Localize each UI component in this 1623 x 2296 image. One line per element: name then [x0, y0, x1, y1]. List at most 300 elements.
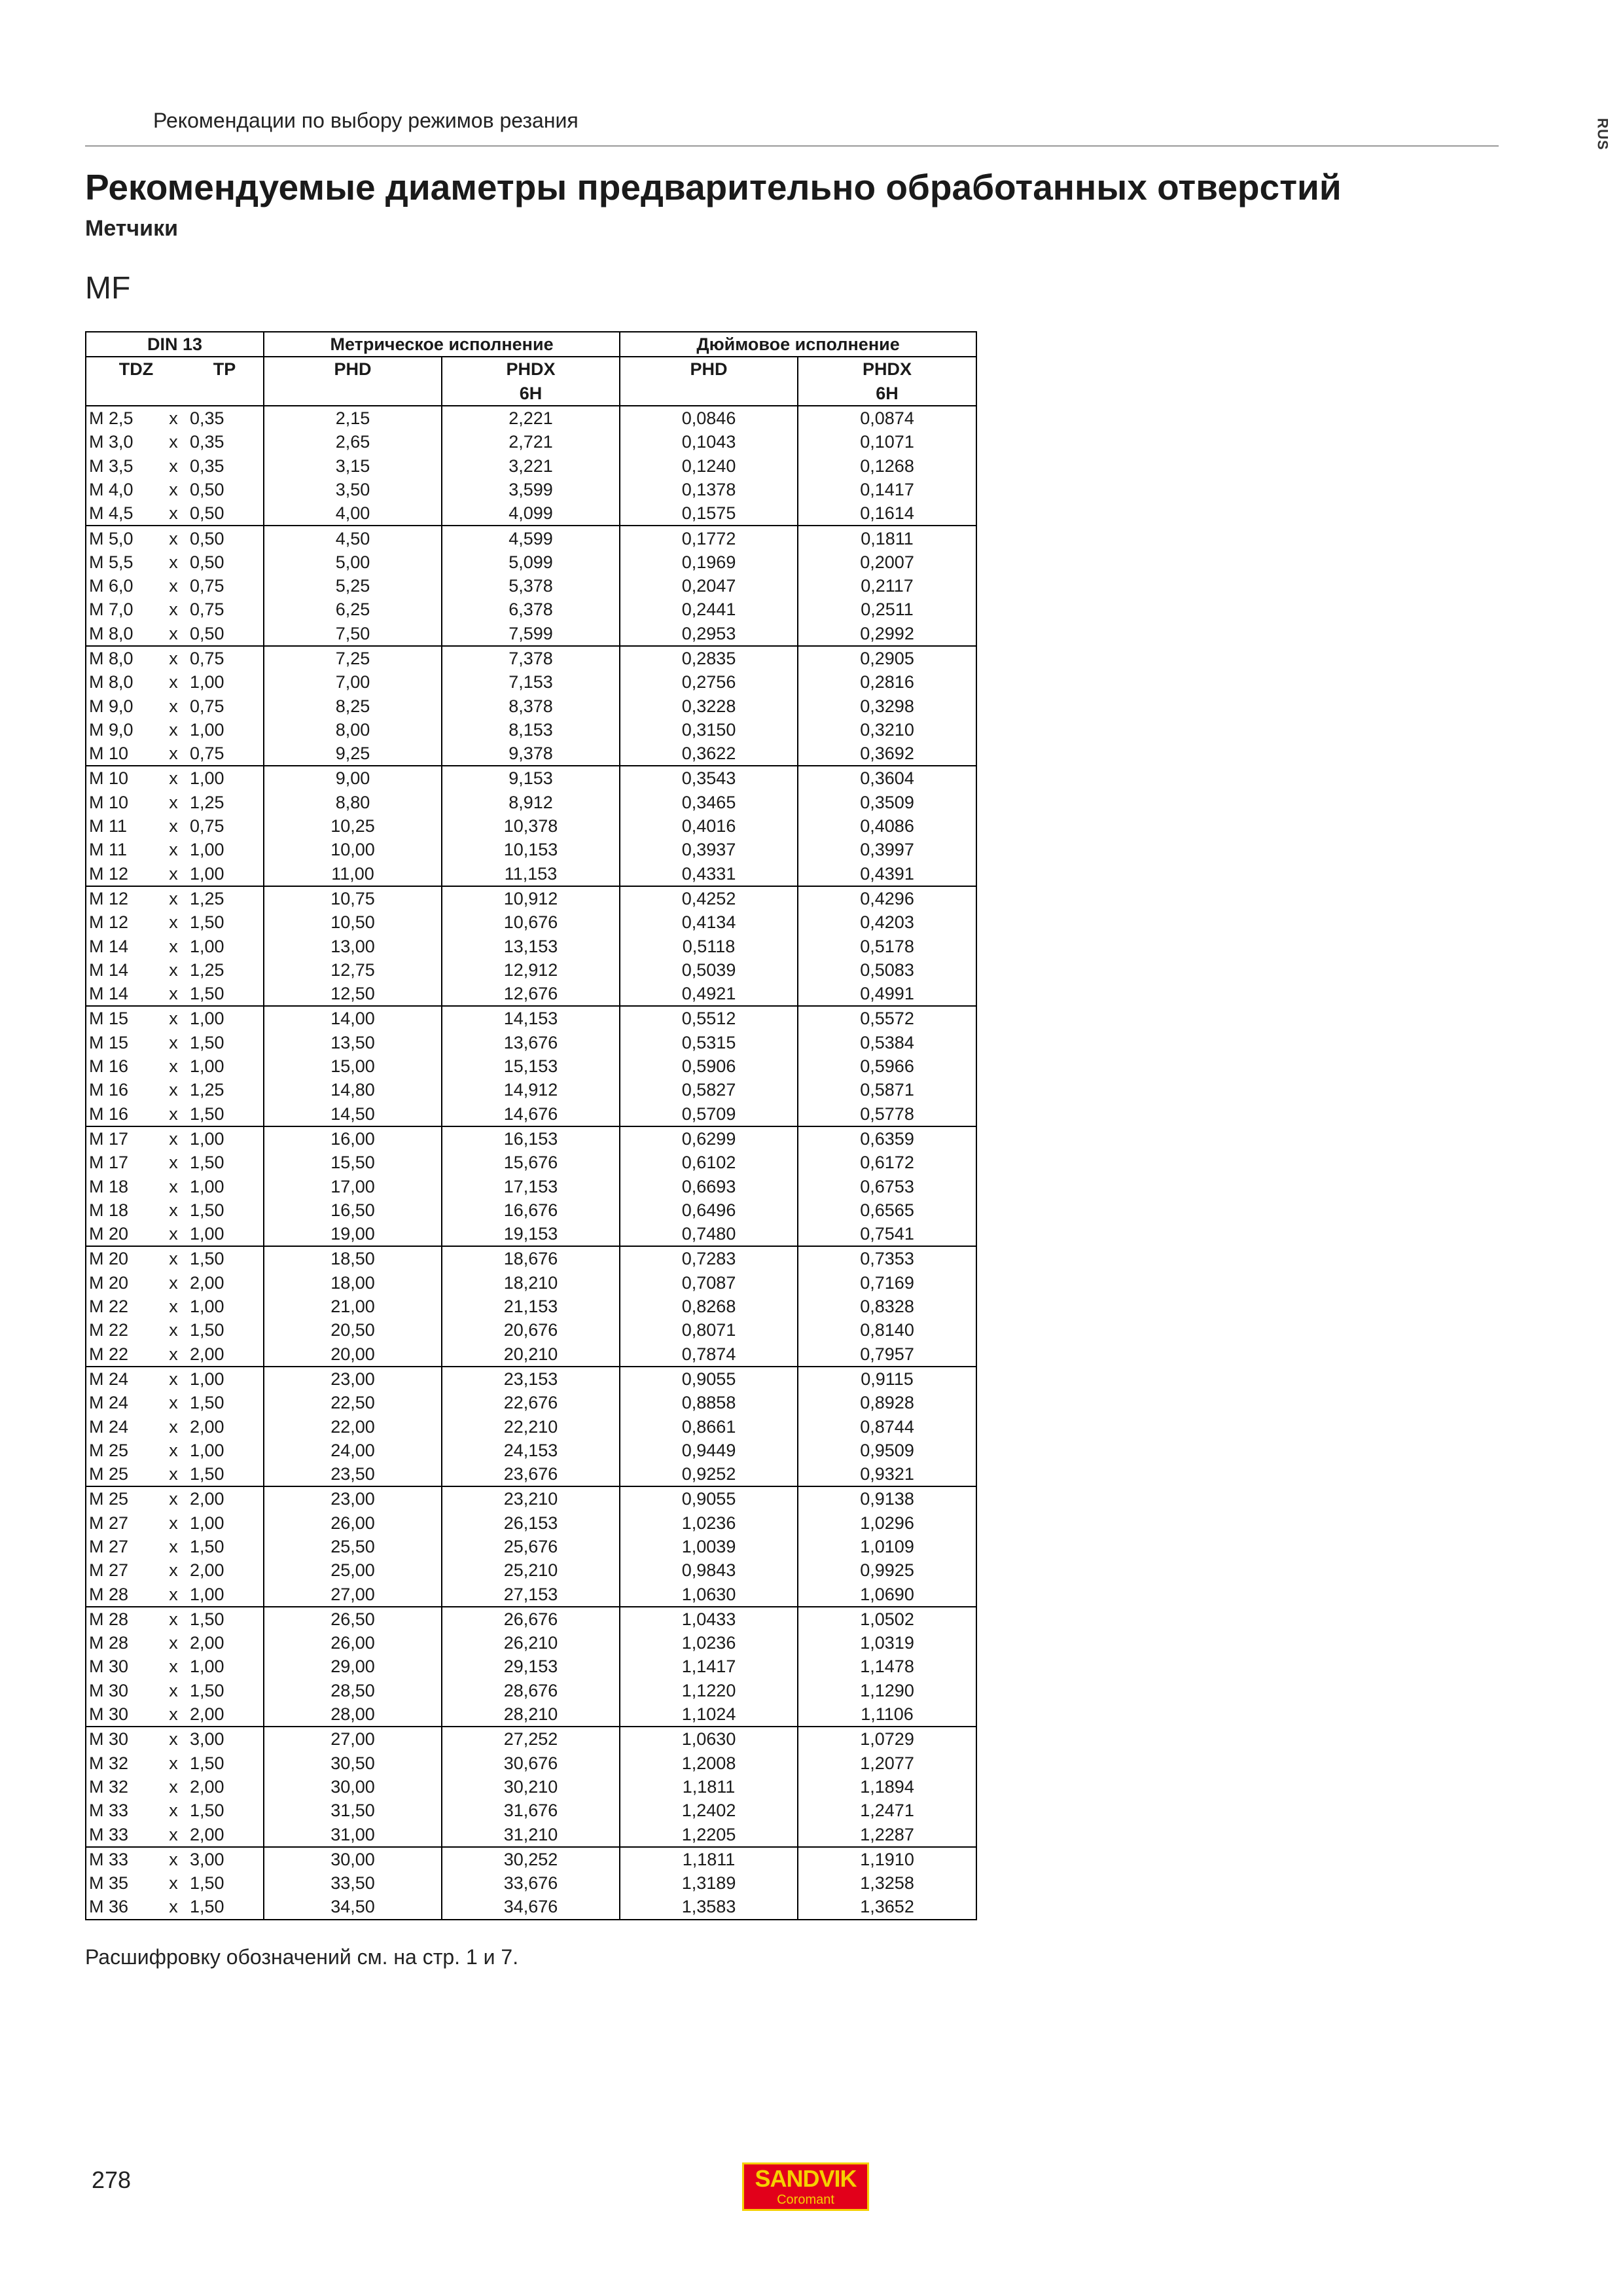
cell-phd-inch: 0,5039 [620, 958, 798, 982]
col-header-tdz: TDZ [118, 359, 154, 380]
cell-tdz: M 14 [89, 984, 129, 1004]
cell-phd-inch: 0,5512 [620, 1006, 798, 1030]
cell-phdx-metric: 30,252 [442, 1847, 620, 1871]
cell-phdx-inch: 0,3997 [798, 838, 976, 861]
cell-tp: 2,00 [190, 1633, 224, 1653]
table-row [86, 1799, 976, 1822]
cell-phd-metric: 15,00 [264, 1054, 442, 1078]
cell-tdz: M 27 [89, 1513, 129, 1533]
cell-phdx-metric: 13,153 [442, 934, 620, 958]
cell-phd-inch: 1,0433 [620, 1607, 798, 1631]
cell-phdx-inch: 1,3258 [798, 1871, 976, 1895]
cell-phdx-metric: 4,099 [442, 501, 620, 526]
cell-tp: 1,00 [186, 1126, 264, 1151]
cell-phdx-metric: 18,210 [442, 1271, 620, 1295]
cell-phdx-inch: 1,1290 [798, 1679, 976, 1702]
cell-tdz: M 16 [89, 1056, 129, 1077]
cell-phdx-inch: 0,2905 [798, 646, 976, 670]
cell-phd-inch: 0,8661 [620, 1414, 798, 1438]
table-row [86, 766, 976, 790]
cell-tdz: M 17 [89, 1153, 129, 1173]
cell-tdz: M 12 [89, 863, 129, 884]
table-row [86, 1439, 976, 1462]
cell-phdx-inch: 0,4086 [798, 814, 976, 838]
cell-phd-inch: 1,1220 [620, 1679, 798, 1702]
cell-tp: 1,00 [186, 1006, 264, 1030]
cell-phd-metric: 2,15 [264, 406, 442, 430]
cell-phdx-metric: 14,676 [442, 1102, 620, 1126]
cell-tp: 0,75 [190, 576, 224, 596]
table-row [86, 1174, 976, 1198]
cell-tp: 1,00 [190, 1056, 224, 1077]
table-body [86, 406, 976, 1920]
cell-phdx-metric: 28,676 [442, 1679, 620, 1702]
cell-tp: 1,00 [190, 1297, 224, 1317]
table-row [86, 1895, 976, 1919]
cell-tp: 1,00 [190, 863, 224, 884]
cell-tp: 1,50 [190, 1536, 224, 1556]
cell-tp: 0,50 [186, 526, 264, 550]
cell-phd-inch: 0,5118 [620, 934, 798, 958]
cell-phdx-metric: 5,099 [442, 550, 620, 574]
cell-phdx-metric: 23,210 [442, 1486, 620, 1511]
cell-x: x [169, 1873, 178, 1893]
cell-tdz: M 25 [89, 1464, 129, 1484]
cell-phdx-metric: 14,912 [442, 1078, 620, 1102]
cell-phd-metric: 13,00 [264, 934, 442, 958]
cell-phdx-inch: 1,3652 [798, 1895, 976, 1919]
cell-tdz: M 14 [89, 936, 129, 956]
cell-phdx-metric: 26,676 [442, 1607, 620, 1631]
cell-phdx-inch: 0,9321 [798, 1462, 976, 1486]
cell-phd-metric: 30,50 [264, 1751, 442, 1775]
cell-tdz: M 4,0 [89, 479, 134, 499]
cell-phdx-inch: 1,1894 [798, 1775, 976, 1799]
cell-x: x [169, 840, 178, 860]
cell-tdz: M 30 [89, 1704, 129, 1725]
table-row [86, 1318, 976, 1342]
cell-phd-inch: 1,0630 [620, 1727, 798, 1751]
cell-phdx-metric: 12,912 [442, 958, 620, 982]
cell-x: x [169, 408, 178, 429]
footnote: Расшифровку обозначений см. на стр. 1 и 7. [85, 1945, 519, 1969]
sandvik-coromant-logo [742, 2162, 869, 2211]
table-row [86, 1295, 976, 1318]
cell-tdz: M 35 [89, 1873, 129, 1893]
cell-phdx-inch: 0,7169 [798, 1271, 976, 1295]
cell-x: x [169, 1680, 178, 1700]
cell-tp: 0,75 [190, 744, 224, 764]
cell-phdx-inch: 0,4296 [798, 886, 976, 910]
cell-phd-inch: 0,2835 [620, 646, 798, 670]
cell-phdx-inch: 0,5178 [798, 934, 976, 958]
cell-phd-inch: 1,0236 [620, 1511, 798, 1535]
cell-phdx-metric: 15,153 [442, 1054, 620, 1078]
cell-tdz: M 2,5 [89, 408, 134, 429]
cell-phd-inch: 1,2402 [620, 1799, 798, 1822]
cell-tdz: M 25 [89, 1440, 129, 1460]
cell-phd-metric: 5,25 [264, 574, 442, 598]
group-header-row [86, 332, 976, 357]
cell-x: x [169, 1753, 178, 1773]
table-row [86, 1822, 976, 1846]
cell-tp: 2,00 [186, 1486, 264, 1511]
cell-tp: 1,50 [190, 1464, 224, 1484]
table-row [86, 646, 976, 670]
cell-phd-metric: 27,00 [264, 1727, 442, 1751]
cell-phd-metric: 26,00 [264, 1511, 442, 1535]
cell-tp: 2,00 [190, 1776, 224, 1797]
cell-phd-inch: 0,4134 [620, 910, 798, 934]
cell-phdx-metric: 2,721 [442, 430, 620, 454]
group-header-metric: Метрическое исполнение [264, 332, 620, 357]
cell-x: x [169, 1633, 178, 1653]
cell-phd-inch: 0,3937 [620, 838, 798, 861]
cell-phdx-inch: 0,7353 [798, 1246, 976, 1270]
cell-x: x [161, 1006, 186, 1030]
cell-phd-inch: 1,0236 [620, 1631, 798, 1655]
cell-phdx-inch: 0,1417 [798, 478, 976, 501]
cell-phd-metric: 16,00 [264, 1126, 442, 1151]
cell-phdx-inch: 0,8328 [798, 1295, 976, 1318]
cell-phd-metric: 12,75 [264, 958, 442, 982]
cell-x: x [169, 912, 178, 933]
cell-phd-metric: 29,00 [264, 1655, 442, 1678]
cell-phdx-metric: 28,210 [442, 1702, 620, 1727]
cell-phd-metric: 7,50 [264, 622, 442, 646]
cell-x: x [169, 1393, 178, 1413]
cell-tp: 2,00 [190, 1344, 224, 1364]
tap-drill-table [85, 331, 977, 1920]
cell-phd-metric: 19,00 [264, 1222, 442, 1246]
cell-phdx-metric: 7,378 [442, 646, 620, 670]
table-row [86, 1054, 976, 1078]
cell-phd-metric: 10,00 [264, 838, 442, 861]
cell-tp: 1,50 [190, 1320, 224, 1340]
cell-x: x [169, 936, 178, 956]
cell-phdx-inch: 0,1614 [798, 501, 976, 526]
table-row [86, 791, 976, 814]
cell-phdx-metric: 24,153 [442, 1439, 620, 1462]
cell-tp: 1,50 [190, 1393, 224, 1413]
cell-phd-inch: 0,7874 [620, 1342, 798, 1366]
col-header-phdx-inch: PHDX [798, 357, 976, 381]
cell-phdx-inch: 0,9138 [798, 1486, 976, 1511]
table-row [86, 982, 976, 1006]
cell-tp: 0,50 [190, 503, 224, 524]
cell-tp: 1,50 [190, 1801, 224, 1821]
cell-tp: 1,50 [190, 1032, 224, 1052]
table-row [86, 1102, 976, 1126]
cell-phdx-inch: 0,1071 [798, 430, 976, 454]
cell-tp: 1,25 [186, 886, 264, 910]
cell-phd-inch: 0,1043 [620, 430, 798, 454]
cell-x: x [169, 1801, 178, 1821]
cell-phdx-metric: 10,912 [442, 886, 620, 910]
group-header-inch: Дюймовое исполнение [620, 332, 976, 357]
cell-phd-metric: 6,25 [264, 598, 442, 621]
cell-x: x [169, 503, 178, 524]
cell-x: x [169, 1224, 178, 1244]
cell-phd-inch: 0,4921 [620, 982, 798, 1006]
cell-x: x [169, 1032, 178, 1052]
cell-phdx-metric: 7,153 [442, 670, 620, 694]
cell-x: x [169, 1056, 178, 1077]
cell-phd-metric: 4,50 [264, 526, 442, 550]
cell-tp: 2,00 [190, 1416, 224, 1437]
cell-phdx-metric: 3,599 [442, 478, 620, 501]
cell-x: x [161, 886, 186, 910]
table-row [86, 1751, 976, 1775]
cell-phdx-metric: 6,378 [442, 598, 620, 621]
cell-tdz: M 3,5 [89, 456, 134, 476]
cell-phd-metric: 30,00 [264, 1847, 442, 1871]
cell-phd-inch: 0,4331 [620, 862, 798, 886]
cell-phdx-inch: 0,9509 [798, 1439, 976, 1462]
cell-phdx-inch: 0,3298 [798, 694, 976, 717]
table-row [86, 1486, 976, 1511]
col-header-tolerance-inch: 6H [798, 382, 976, 406]
cell-phdx-metric: 16,676 [442, 1198, 620, 1222]
cell-phdx-inch: 0,2816 [798, 670, 976, 694]
cell-x: x [161, 1847, 186, 1871]
cell-phdx-inch: 0,9925 [798, 1558, 976, 1582]
page-number: 278 [92, 2166, 132, 2193]
cell-phdx-metric: 26,153 [442, 1511, 620, 1535]
cell-x: x [161, 1486, 186, 1511]
cell-phd-metric: 13,50 [264, 1031, 442, 1054]
col-header-phd-metric: PHD [264, 357, 442, 381]
cell-phd-inch: 0,9843 [620, 1558, 798, 1582]
cell-tdz: M 28 [89, 1584, 129, 1604]
cell-phd-inch: 0,1378 [620, 478, 798, 501]
cell-tp: 0,35 [190, 408, 224, 429]
cell-phd-inch: 0,3150 [620, 718, 798, 742]
cell-phdx-metric: 14,153 [442, 1006, 620, 1030]
cell-x: x [169, 479, 178, 499]
cell-tdz: M 27 [89, 1536, 129, 1556]
cell-phd-metric: 15,50 [264, 1151, 442, 1174]
cell-tp: 1,50 [190, 1873, 224, 1893]
cell-x: x [169, 744, 178, 764]
cell-tdz: M 10 [86, 766, 161, 790]
cell-x: x [161, 526, 186, 550]
cell-phdx-metric: 3,221 [442, 454, 620, 477]
table-row [86, 1702, 976, 1727]
cell-phdx-metric: 15,676 [442, 1151, 620, 1174]
language-code: RUS [1594, 118, 1611, 151]
cell-x: x [161, 1367, 186, 1391]
cell-tdz: M 33 [86, 1847, 161, 1871]
cell-tp: 1,00 [190, 1513, 224, 1533]
language-tag [1593, 117, 1613, 156]
cell-x: x [169, 1536, 178, 1556]
table-row [86, 1222, 976, 1246]
cell-x: x [161, 1126, 186, 1151]
table-row [86, 886, 976, 910]
cell-tp: 1,00 [190, 1657, 224, 1677]
cell-tdz: M 16 [89, 1103, 129, 1124]
cell-phd-metric: 31,50 [264, 1799, 442, 1822]
cell-phd-inch: 0,4252 [620, 886, 798, 910]
cell-phdx-metric: 8,153 [442, 718, 620, 742]
cell-phd-metric: 26,00 [264, 1631, 442, 1655]
cell-tdz: M 20 [89, 1272, 129, 1293]
cell-phd-inch: 0,3465 [620, 791, 798, 814]
cell-tp: 0,35 [190, 432, 224, 452]
cell-phdx-inch: 0,6359 [798, 1126, 976, 1151]
cell-phd-inch: 0,7283 [620, 1246, 798, 1270]
cell-x: x [169, 1080, 178, 1100]
header-rule [85, 145, 1499, 147]
cell-phdx-metric: 22,676 [442, 1391, 620, 1414]
cell-tp: 1,00 [190, 1584, 224, 1604]
cell-phd-inch: 0,6299 [620, 1126, 798, 1151]
cell-phdx-inch: 0,7541 [798, 1222, 976, 1246]
cell-x: x [161, 1607, 186, 1631]
cell-tdz: M 30 [89, 1680, 129, 1700]
cell-phdx-inch: 0,1811 [798, 526, 976, 550]
cell-phdx-metric: 30,676 [442, 1751, 620, 1775]
cell-phdx-metric: 31,676 [442, 1799, 620, 1822]
cell-x: x [169, 1320, 178, 1340]
cell-phd-metric: 8,80 [264, 791, 442, 814]
cell-phd-inch: 1,3189 [620, 1871, 798, 1895]
cell-phd-metric: 9,00 [264, 766, 442, 790]
cell-phd-metric: 3,15 [264, 454, 442, 477]
cell-tdz: M 24 [89, 1393, 129, 1413]
cell-tdz: M 12 [89, 912, 129, 933]
table-row [86, 1582, 976, 1606]
cell-tp: 0,75 [186, 646, 264, 670]
table-row [86, 526, 976, 550]
cell-phdx-inch: 0,5384 [798, 1031, 976, 1054]
cell-phd-metric: 7,00 [264, 670, 442, 694]
table-row [86, 1607, 976, 1631]
table-row [86, 550, 976, 574]
cell-phd-metric: 23,00 [264, 1486, 442, 1511]
table-row [86, 1558, 976, 1582]
cell-phd-metric: 17,00 [264, 1174, 442, 1198]
cell-phd-metric: 8,00 [264, 718, 442, 742]
cell-phdx-metric: 18,676 [442, 1246, 620, 1270]
cell-phd-inch: 0,5315 [620, 1031, 798, 1054]
cell-phd-metric: 16,50 [264, 1198, 442, 1222]
table-row [86, 958, 976, 982]
cell-phdx-inch: 1,2287 [798, 1822, 976, 1846]
cell-phd-inch: 0,5827 [620, 1078, 798, 1102]
cell-x: x [169, 576, 178, 596]
cell-phdx-metric: 7,599 [442, 622, 620, 646]
cell-x: x [169, 816, 178, 836]
cell-phd-metric: 26,50 [264, 1607, 442, 1631]
cell-tp: 1,00 [190, 672, 224, 692]
cell-tp: 1,50 [190, 1753, 224, 1773]
cell-phdx-metric: 11,153 [442, 862, 620, 886]
table-row [86, 718, 976, 742]
cell-tdz: M 3,0 [89, 432, 134, 452]
cell-phd-inch: 0,5709 [620, 1102, 798, 1126]
cell-phdx-inch: 0,5572 [798, 1006, 976, 1030]
cell-phd-inch: 1,2205 [620, 1822, 798, 1846]
cell-phd-inch: 0,3622 [620, 742, 798, 766]
cell-phdx-inch: 0,6753 [798, 1174, 976, 1198]
cell-phd-inch: 0,9252 [620, 1462, 798, 1486]
table-row [86, 670, 976, 694]
cell-x: x [169, 552, 178, 572]
cell-phd-metric: 30,00 [264, 1775, 442, 1799]
table-row [86, 1367, 976, 1391]
cell-phdx-inch: 0,2007 [798, 550, 976, 574]
cell-tp: 1,50 [190, 1200, 224, 1220]
cell-phd-inch: 0,2756 [620, 670, 798, 694]
cell-phd-metric: 4,00 [264, 501, 442, 526]
cell-tp: 0,50 [190, 623, 224, 643]
cell-phdx-inch: 1,0502 [798, 1607, 976, 1631]
table-row [86, 1462, 976, 1486]
cell-phd-inch: 1,0039 [620, 1535, 798, 1558]
table-row [86, 598, 976, 621]
cell-tdz: M 15 [86, 1006, 161, 1030]
cell-x: x [169, 1200, 178, 1220]
cell-tp: 1,50 [190, 984, 224, 1004]
cell-tdz: M 16 [89, 1080, 129, 1100]
table-row [86, 862, 976, 886]
cell-phd-metric: 21,00 [264, 1295, 442, 1318]
cell-phdx-metric: 8,378 [442, 694, 620, 717]
cell-tdz: M 10 [89, 744, 129, 764]
cell-phdx-inch: 0,8140 [798, 1318, 976, 1342]
cell-x: x [169, 1776, 178, 1797]
cell-tdz: M 28 [86, 1607, 161, 1631]
column-header-row [86, 357, 976, 381]
cell-tdz: M 4,5 [89, 503, 134, 524]
cell-phd-inch: 1,1811 [620, 1775, 798, 1799]
cell-tp: 1,00 [190, 1176, 224, 1196]
cell-phd-inch: 0,2441 [620, 598, 798, 621]
cell-tp: 1,00 [190, 1440, 224, 1460]
cell-x: x [169, 1440, 178, 1460]
table-row [86, 1006, 976, 1030]
table-row [86, 454, 976, 477]
cell-x: x [169, 1824, 178, 1844]
col-header-tp: TP [213, 359, 236, 380]
cell-phd-metric: 28,00 [264, 1702, 442, 1727]
cell-x: x [161, 1727, 186, 1751]
cell-x: x [169, 1513, 178, 1533]
cell-phd-metric: 18,00 [264, 1271, 442, 1295]
cell-tdz: M 6,0 [89, 576, 134, 596]
cell-phd-metric: 10,75 [264, 886, 442, 910]
cell-x: x [169, 623, 178, 643]
cell-phd-metric: 25,50 [264, 1535, 442, 1558]
cell-x: x [169, 432, 178, 452]
cell-tdz: M 32 [89, 1753, 129, 1773]
group-header-din13: DIN 13 [86, 332, 264, 357]
cell-phdx-inch: 1,2077 [798, 1751, 976, 1775]
cell-phdx-inch: 1,1478 [798, 1655, 976, 1678]
cell-phdx-inch: 0,0874 [798, 406, 976, 430]
cell-tdz: M 18 [89, 1200, 129, 1220]
cell-phdx-inch: 0,3509 [798, 791, 976, 814]
cell-phd-metric: 27,00 [264, 1582, 442, 1606]
cell-phd-inch: 0,2047 [620, 574, 798, 598]
table-row [86, 1078, 976, 1102]
cell-tp: 3,00 [186, 1727, 264, 1751]
table-row [86, 1535, 976, 1558]
cell-phdx-metric: 16,153 [442, 1126, 620, 1151]
cell-tp: 1,50 [190, 1680, 224, 1700]
